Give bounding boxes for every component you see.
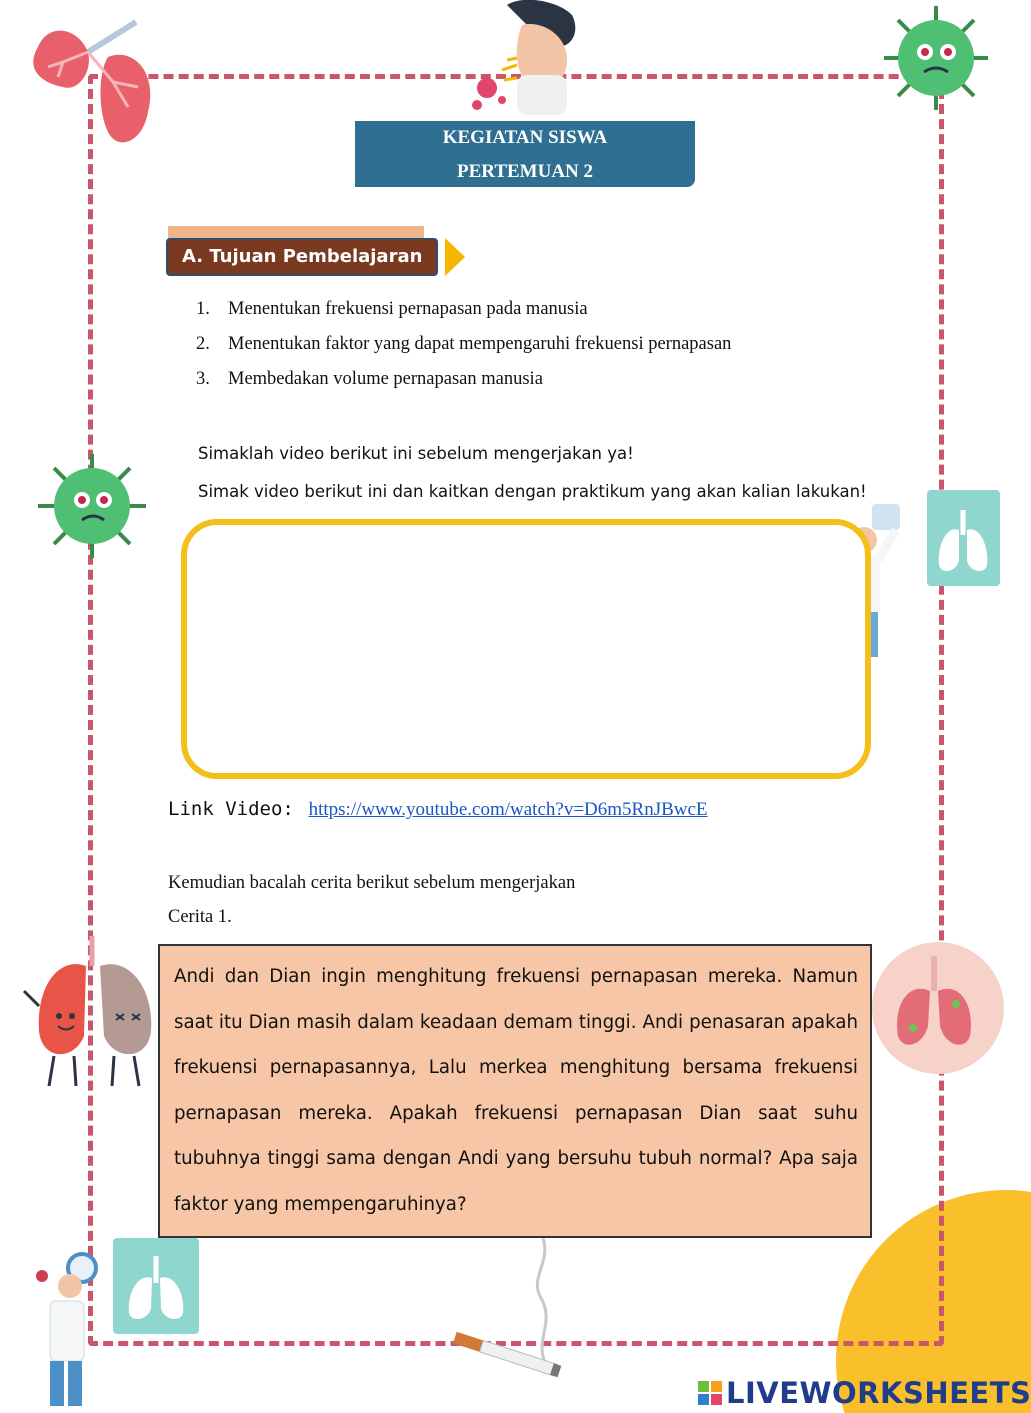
list-item: 2. Menentukan faktor yang dapat mempengaruhi frekuensi pernapasan [196, 334, 732, 354]
instruction-text: Simaklah video berikut ini sebelum mengerjakan ya! [198, 444, 634, 463]
lungs-body-illustration [868, 936, 1000, 1076]
brand-name: LIVEWORKSHEETS [726, 1376, 1031, 1410]
list-item: 3. Membedakan volume pernapasan manusia [196, 369, 543, 389]
liveworksheets-logo-icon [698, 1381, 722, 1405]
video-link[interactable]: https://www.youtube.com/watch?v=D6m5RnJBwcE [308, 799, 708, 820]
cigarette-illustration [445, 1238, 570, 1388]
reading-intro: Kemudian bacalah cerita berikut sebelum mengerjakan [168, 873, 576, 893]
virus-icon [880, 2, 992, 114]
header-subtitle: PERTEMUAN 2 [456, 161, 594, 182]
page-header-banner [355, 121, 695, 187]
story-box: Andi dan Dian ingin menghitung frekuensi pernapasan mereka. Namun saat itu Dian masih dalam keadaan demam tinggi. Andi penasaran apakah frekuensi pernapasannya, Lalu merkea menghitung bersama frekuensi pernapasan mereka. Apakah frekuensi pernapasan Dian saat suhu tubuhnya tinggi sama dengan Andi yang bersuhu tubuh normal? Apa saja faktor yang mempengaruhinya? [158, 944, 872, 1238]
lungs-tile-icon [113, 1238, 199, 1334]
objective-text: Menentukan faktor yang dapat mempengaruhi frekuensi pernapasan [228, 334, 732, 354]
instruction-text: Simak video berikut ini dan kaitkan dengan praktikum yang akan kalian lakukan! [198, 482, 867, 501]
objectives-list [196, 296, 731, 401]
arrow-right-icon [445, 238, 465, 276]
story-title: Cerita 1. [168, 907, 232, 927]
video-link-label: Link Video: [168, 798, 294, 820]
lungs-characters-illustration [14, 936, 160, 1091]
lungs-tile-icon [927, 490, 1000, 586]
section-heading: A. Tujuan Pembelajaran [166, 238, 438, 276]
video-embed-frame[interactable] [181, 519, 871, 779]
list-item: 1. Menentukan frekuensi pernapasan pada manusia [196, 299, 588, 319]
virus-icon [36, 452, 148, 560]
sneezing-person-illustration [462, 0, 587, 118]
objective-text: Menentukan frekuensi pernapasan pada manusia [228, 299, 588, 319]
lungs-icon [18, 12, 163, 152]
objective-text: Membedakan volume pernapasan manusia [228, 369, 543, 389]
header-title: KEGIATAN SISWA [442, 127, 608, 148]
doctor-illustration [22, 1246, 102, 1413]
video-link-row [168, 798, 708, 821]
